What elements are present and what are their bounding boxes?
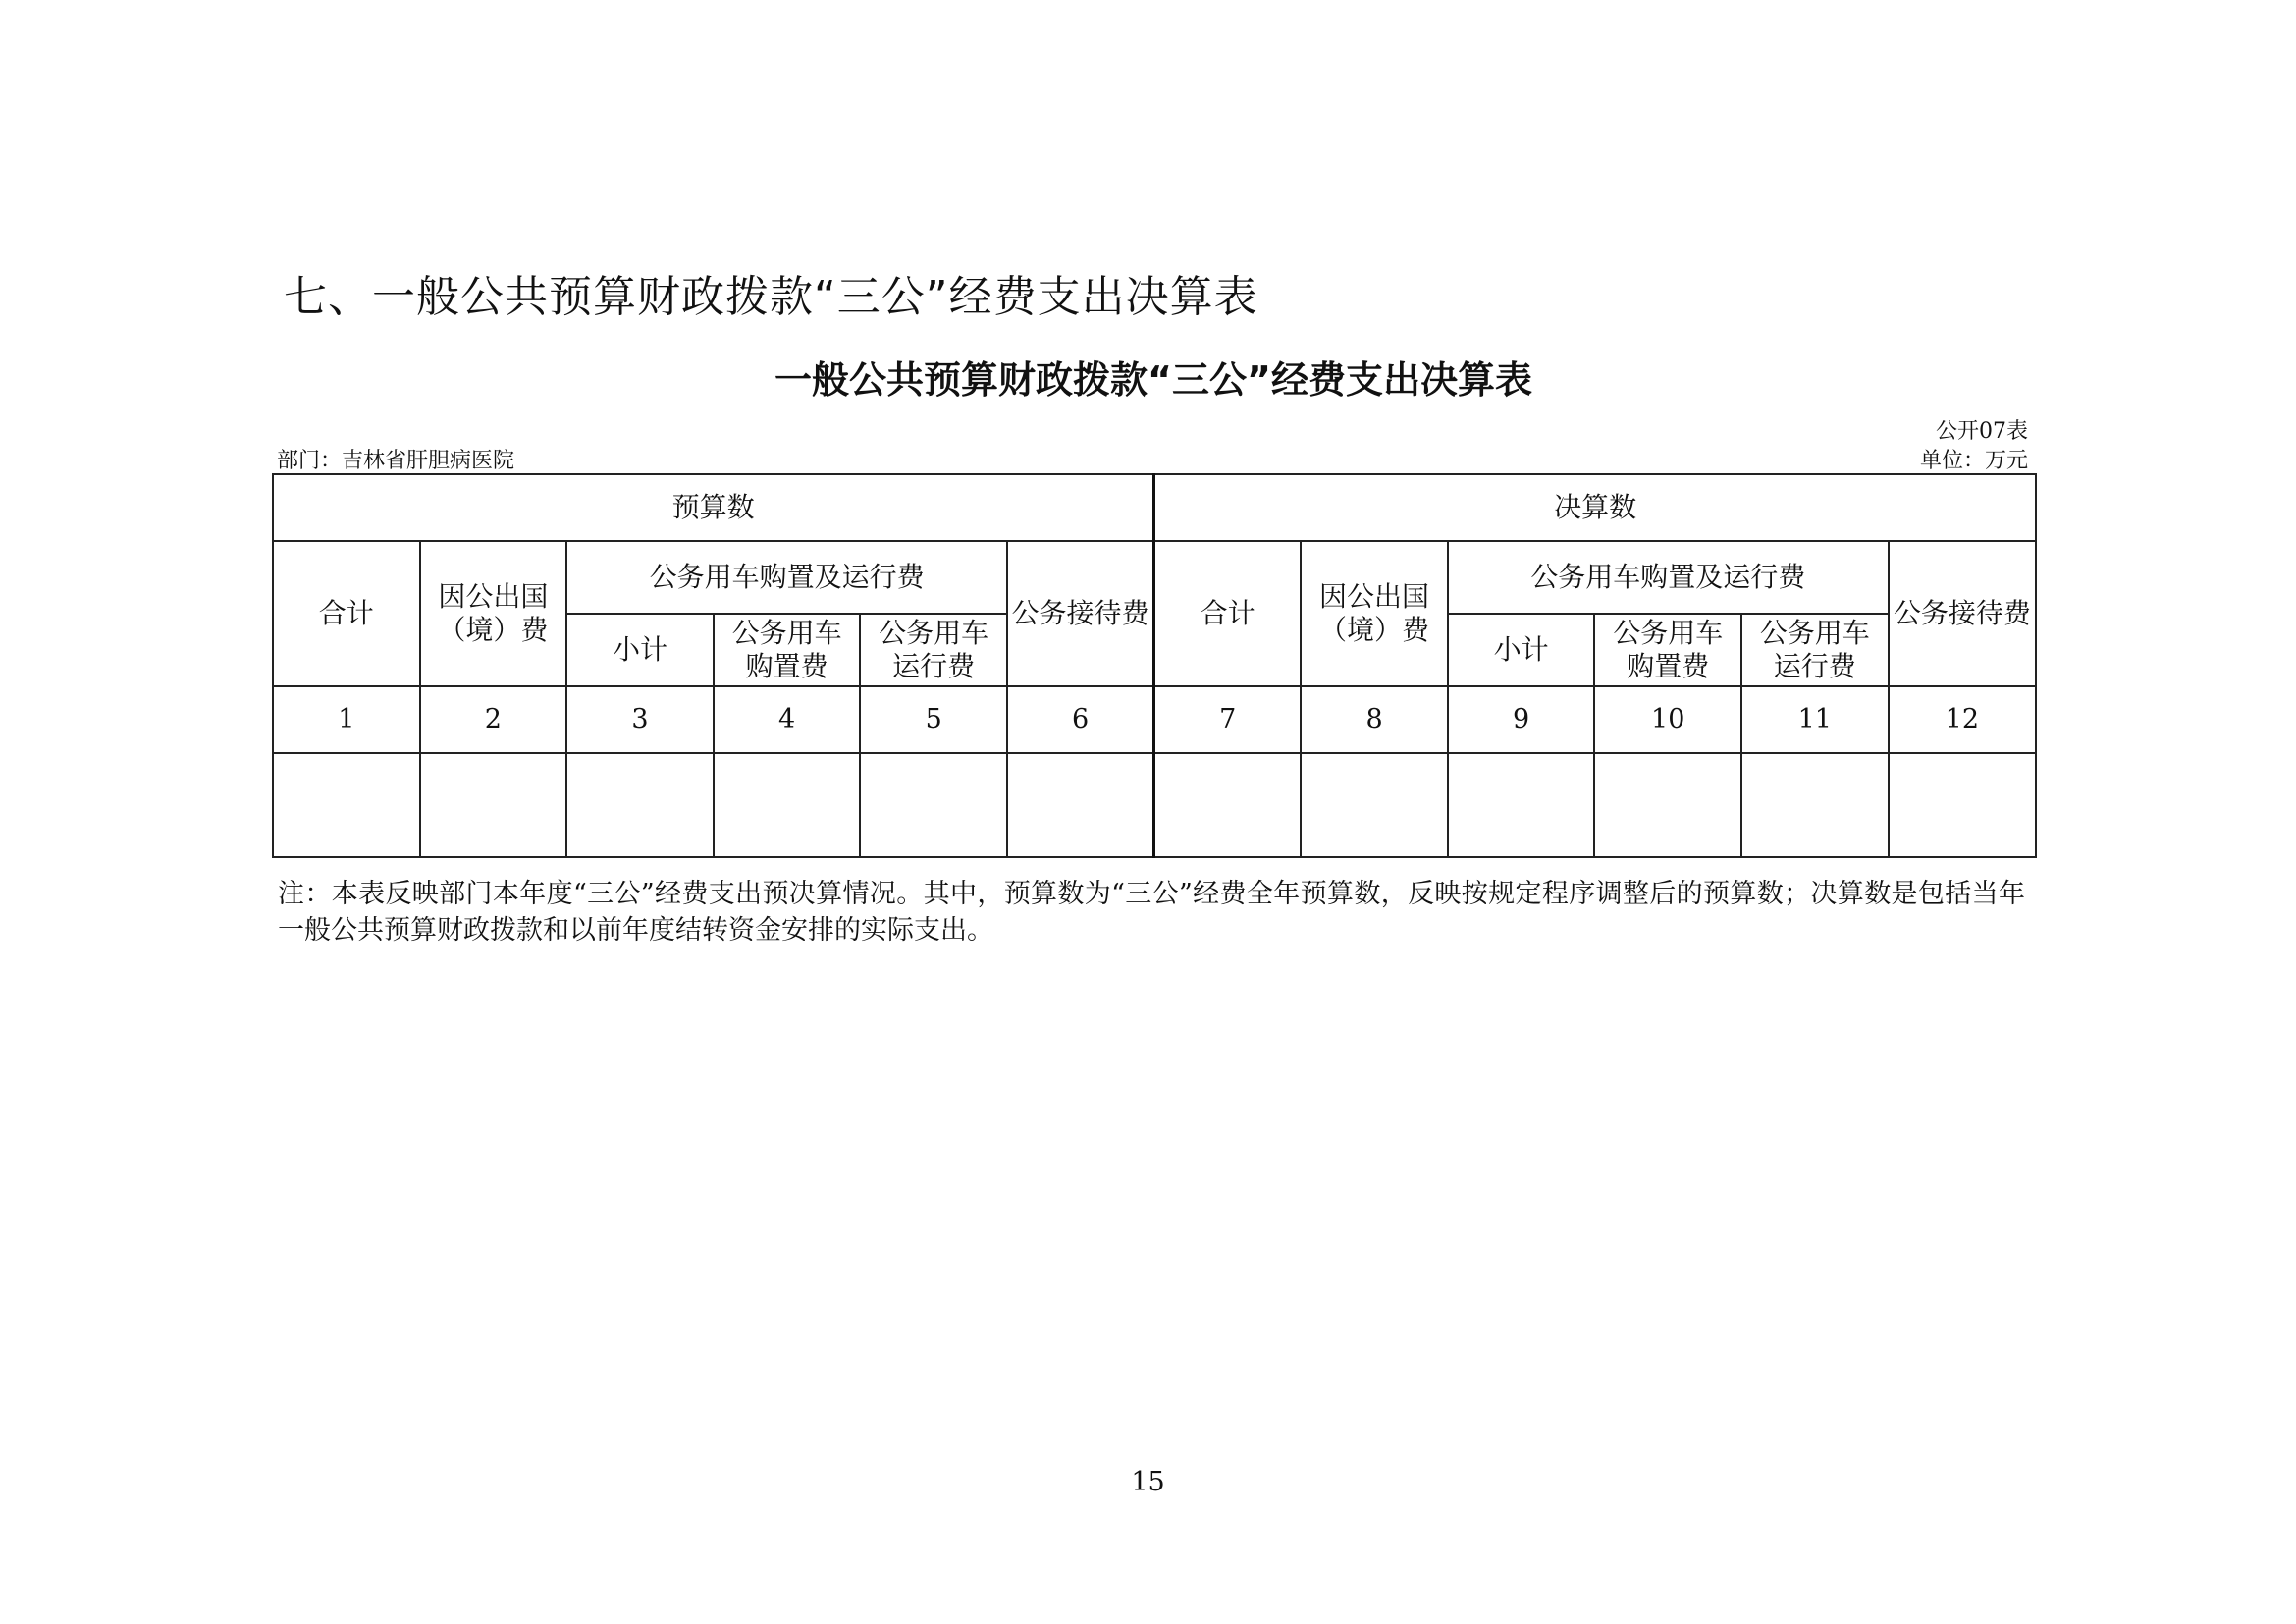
- data-cell: [420, 753, 567, 857]
- data-cell: [1889, 753, 2036, 857]
- data-cell: [1741, 753, 1889, 857]
- form-code: 公开07表: [1936, 419, 2028, 444]
- overseas-header-line2: （境）费: [1319, 614, 1430, 646]
- department-label: 部门：吉林省肝胆病医院: [277, 449, 515, 473]
- data-cell: [566, 753, 714, 857]
- actual-vehicle-purchase-header: [1594, 614, 1741, 686]
- column-number: 9: [1448, 686, 1595, 753]
- budget-overseas-header: [420, 541, 567, 686]
- data-cell: [1594, 753, 1741, 857]
- unit-label: 单位：万元: [1919, 449, 2028, 473]
- actual-vehicle-operation-header: [1741, 614, 1889, 686]
- data-cell: [860, 753, 1007, 857]
- column-number: 6: [1007, 686, 1154, 753]
- page-number: 15: [1131, 1467, 1165, 1497]
- column-number-row: [273, 686, 2036, 753]
- column-number: 7: [1154, 686, 1302, 753]
- overseas-header-line1: 因公出国: [438, 580, 549, 614]
- data-cell: [714, 753, 861, 857]
- purchase-header-line2: 购置费: [745, 650, 828, 682]
- overseas-header-line1: 因公出国: [1319, 580, 1430, 614]
- data-cell: [273, 753, 420, 857]
- column-number: 2: [420, 686, 567, 753]
- column-number: 1: [273, 686, 420, 753]
- operation-header-line2: 运行费: [1773, 650, 1856, 682]
- operation-header-line1: 公务用车: [879, 617, 989, 650]
- column-number: 5: [860, 686, 1007, 753]
- operation-header-line2: 运行费: [892, 650, 976, 682]
- purchase-header-line2: 购置费: [1627, 650, 1710, 682]
- budget-total-header: 合计: [273, 541, 420, 686]
- budget-vehicle-purchase-header: [714, 614, 861, 686]
- actual-reception-header: 公务接待费: [1889, 541, 2036, 686]
- actual-vehicle-subtotal-header: 小计: [1448, 614, 1595, 686]
- actual-overseas-header: [1301, 541, 1448, 686]
- column-number: 8: [1301, 686, 1448, 753]
- column-number: 3: [566, 686, 714, 753]
- operation-header-line1: 公务用车: [1759, 617, 1870, 650]
- table-row: [273, 753, 2036, 857]
- actual-total-header: 合计: [1154, 541, 1302, 686]
- column-number: 10: [1594, 686, 1741, 753]
- actual-group-header: 决算数: [1154, 474, 2036, 541]
- data-cell: [1154, 753, 1302, 857]
- table-title: 一般公共预算财政拨款“三公”经费支出决算表: [774, 358, 1532, 402]
- overseas-header-line2: （境）费: [438, 614, 549, 646]
- three-public-expenses-table: [272, 473, 2037, 858]
- data-cell: [1448, 753, 1595, 857]
- actual-vehicle-group-header: 公务用车购置及运行费: [1448, 541, 1889, 614]
- column-number: 12: [1889, 686, 2036, 753]
- column-number: 4: [714, 686, 861, 753]
- group-header-row: [273, 474, 2036, 541]
- section-heading: 七、一般公共预算财政拨款“三公”经费支出决算表: [284, 272, 1258, 322]
- data-cell: [1007, 753, 1154, 857]
- budget-reception-header: 公务接待费: [1007, 541, 1154, 686]
- budget-vehicle-group-header: 公务用车购置及运行费: [566, 541, 1007, 614]
- budget-group-header: 预算数: [273, 474, 1154, 541]
- budget-vehicle-subtotal-header: 小计: [566, 614, 714, 686]
- column-number: 11: [1741, 686, 1889, 753]
- purchase-header-line1: 公务用车: [1613, 617, 1724, 650]
- budget-vehicle-operation-header: [860, 614, 1007, 686]
- table-note: 注：本表反映部门本年度“三公”经费支出预决算情况。其中，预算数为“三公”经费全年预算数，反映按规定程序调整后的预算数；决算数是包括当年一般公共预算财政拨款和以前年度结转资金安排的实际支出。: [278, 879, 2025, 946]
- purchase-header-line1: 公务用车: [731, 617, 842, 650]
- data-cell: [1301, 753, 1448, 857]
- column-header-row: [273, 541, 2036, 614]
